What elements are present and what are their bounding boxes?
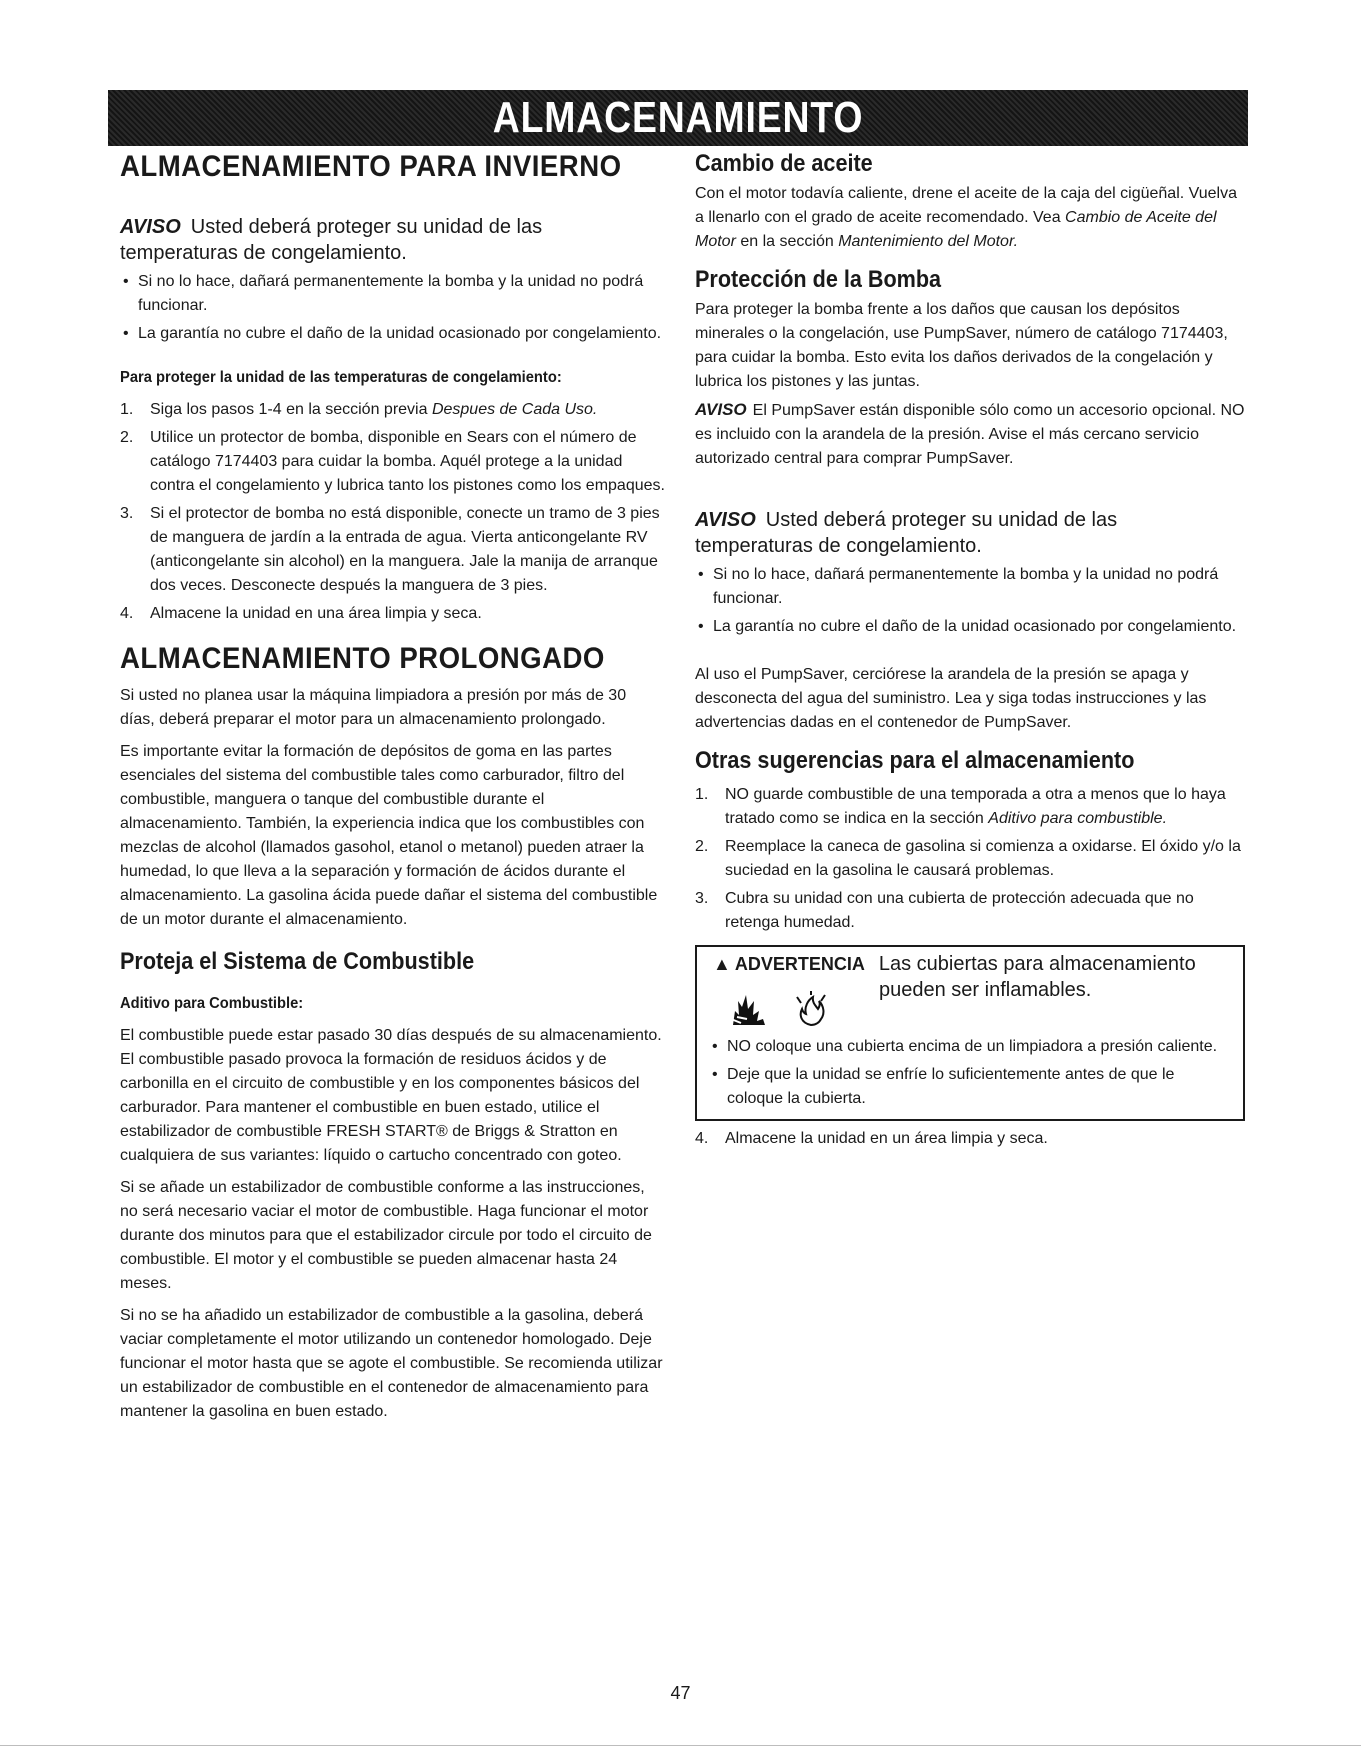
- aviso2-line2: temperaturas de congelamiento.: [695, 535, 982, 557]
- protect-heading: Para proteger la unidad de las temperaturas de congelamiento:: [120, 369, 562, 386]
- warning-title: [713, 953, 1196, 976]
- aviso-notice: [120, 214, 665, 240]
- fuel-paragraph-1: El combustible puede estar pasado 30 días después de su almacenamiento. El combustible pasado provoca la formación de residuos ácidos y de carbonilla en el circuito de combustible y en los componentes básicos del carburador. Para mantener el combustible en buen estado, utilice el estabilizador de combustible FRESH START® de Briggs & Stratton en cualquiera de sus variantes: líquido o cartucho concentrado con goteo.: [120, 1027, 662, 1164]
- list-item: 4. Almacene la unidad en un área limpia y seca.: [695, 1130, 1048, 1147]
- warning-message-1: Las cubiertas para almacenamiento: [878, 953, 1196, 975]
- pump-protection-paragraph: Para proteger la bomba frente a los daños que causan los depósitos minerales o la congelación, use PumpSaver, número de catálogo 7174403, para cuidar la bomba. Esto evita los daños derivados de la congelación y lubrica los pistones y las juntas.: [695, 301, 1228, 390]
- warning-message-2: pueden ser inflamables.: [879, 979, 1092, 1001]
- list-item: 3. Cubra su unidad con una cubierta de protección adecuada que no retenga humedad.: [695, 890, 1194, 931]
- warning-box: [695, 945, 1245, 1121]
- heading-oil-change: Cambio de aceite: [695, 150, 873, 177]
- heading-long-storage: ALMACENAMIENTO PROLONGADO: [120, 642, 605, 675]
- oil-change-paragraph: Con el motor todavía caliente, drene el aceite de la caja del cigüeñal. Vuelva a llenarlo con el grado de aceite recomendado. Vea Cambio de Aceite del Motor en la sección Mantenimiento del Motor.: [695, 185, 1237, 250]
- long-storage-paragraph-2: Es importante evitar la formación de depósitos de goma en las partes esenciales del sistema del combustible tales como carburador, filtro del combustible, manguera o tanque del combustible durante el almacenamiento. También, la experiencia indica que los combustibles con mezclas de alcohol (llamados gasohol, etanol o metanol) pueden atraer la humedad, lo que lleva a la separación y formación de ácidos durante el almacenamiento. La gasolina ácida puede dañar el sistema del combustible de un motor durante el almacenamiento.: [120, 743, 658, 928]
- list-item: 2. Reemplace la caneca de gasolina si comienza a oxidarse. El óxido y/o la suciedad en la gasolina le causará problemas.: [695, 838, 1241, 879]
- list-item: 4. Almacene la unidad en una área limpia y seca.: [120, 605, 482, 622]
- right-column: [695, 150, 1245, 1151]
- aviso-line1: Usted deberá proteger su unidad de las: [190, 216, 543, 238]
- fuel-paragraph-2: Si se añade un estabilizador de combustible conforme a las instrucciones, no será necesario vaciar el motor de combustible. Haga funcionar el motor durante dos minutos para que el estabilizador circule por todo el circuito de combustible. El motor y el combustible se pueden almacenar hasta 24 meses.: [120, 1179, 652, 1292]
- list-item: • Deje que la unidad se enfríe lo suficientemente antes de que le coloque la cubierta.: [709, 1063, 1231, 1111]
- list-item: 2. Utilice un protector de bomba, disponible en Sears con el número de catálogo 7174403 para cuidar la bomba. Aquél protege a la unidad contra el congelamiento y lubrica tanto los pistones como los empaques.: [120, 429, 665, 494]
- aviso-label: AVISO: [695, 509, 756, 531]
- aviso-label: AVISO: [120, 216, 181, 238]
- long-storage-paragraph-1: Si usted no planea usar la máquina limpiadora a presión por más de 30 días, deberá preparar el motor para un almacenamiento prolongado.: [120, 687, 627, 728]
- other-tips-steps: [695, 783, 1245, 935]
- banner-title: ALMACENAMIENTO: [492, 93, 864, 142]
- page-number: 47: [670, 1683, 691, 1703]
- left-column: [120, 150, 665, 1424]
- winter-warning-list: [120, 270, 665, 346]
- heading-fuel-system: Proteja el Sistema de Combustible: [120, 948, 475, 975]
- list-item: • La garantía no cubre el daño de la unidad ocasionado por congelamiento.: [120, 322, 665, 346]
- aviso-line2: temperaturas de congelamiento.: [120, 242, 407, 264]
- warning-list: [709, 1035, 1231, 1111]
- section-ref: Cambio de Aceite del Motor: [695, 209, 1217, 250]
- warning-triangle-icon: ▲: [713, 954, 731, 974]
- list-item: • Si no lo hace, dañará permanentemente la bomba y la unidad no podrá funcionar.: [695, 563, 1245, 611]
- warning-icons: [729, 989, 831, 1027]
- list-item: 3. Si el protector de bomba no está disponible, conecte un tramo de 3 pies de manguera de jardín a la entrada de agua. Vierta anticongelante RV (anticongelante sin alcohol) en la manguera. Jale la manija de arranque dos veces. Desconecte después la manguera de 3 pies.: [120, 505, 660, 594]
- fire-hazard-icon: [729, 989, 769, 1027]
- heading-winter-storage: ALMACENAMIENTO PARA INVIERNO: [120, 150, 622, 183]
- heading-fuel-additive: Aditivo para Combustible:: [120, 995, 304, 1012]
- section-ref: Despues de Cada Uso.: [431, 401, 598, 418]
- list-item: 1. NO guarde combustible de una temporada a otra a menos que lo haya tratado como se indica en la sección Aditivo para combustible.: [695, 786, 1226, 827]
- list-item: 1. Siga los pasos 1-4 en la sección previa Despues de Cada Uso.: [120, 401, 598, 418]
- warning-label: ADVERTENCIA: [734, 954, 865, 974]
- freeze-warning-list: [695, 563, 1245, 639]
- other-tips-step-4: [695, 1127, 1245, 1151]
- flame-icon: [791, 989, 831, 1027]
- footer-divider: [0, 1745, 1361, 1746]
- list-item: • NO coloque una cubierta encima de un limpiadora a presión caliente.: [709, 1035, 1231, 1059]
- heading-pump-protection: Protección de la Bomba: [695, 266, 942, 293]
- pumpsaver-usage-paragraph: Al uso el PumpSaver, cerciórese la arandela de la presión se apaga y desconecta del agua del suministro. Lea y siga todas instrucciones y las advertencias dadas en el contenedor de PumpSaver.: [695, 666, 1207, 731]
- section-ref: Mantenimiento del Motor.: [838, 233, 1019, 250]
- protect-steps: [120, 398, 665, 626]
- heading-other-tips: Otras sugerencias para el almacenamiento: [695, 747, 1135, 774]
- list-item: • Si no lo hace, dañará permanentemente la bomba y la unidad no podrá funcionar.: [120, 270, 665, 318]
- fuel-paragraph-3: Si no se ha añadido un estabilizador de combustible a la gasolina, deberá vaciar completamente el motor utilizando un contenedor homologado. Deje funcionar el motor hasta que se agote el combustible. Se recomienda utilizar un estabilizador de combustible en el contenedor de almacenamiento para mantener la gasolina en buen estado.: [120, 1307, 663, 1420]
- section-ref: Aditivo para combustible.: [988, 810, 1168, 827]
- aviso-notice-2: AVISO Usted deberá proteger su unidad de las: [695, 509, 1118, 531]
- pumpsaver-aviso: AVISO El PumpSaver están disponible sólo como un accesorio opcional. NO es incluido con la arandela de la presión. Avise el más cercano servicio autorizado central para comprar PumpSaver.: [695, 400, 1245, 467]
- list-item: • La garantía no cubre el daño de la unidad ocasionado por congelamiento.: [695, 615, 1245, 639]
- section-banner: [108, 90, 1248, 146]
- aviso-label: AVISO: [695, 400, 747, 419]
